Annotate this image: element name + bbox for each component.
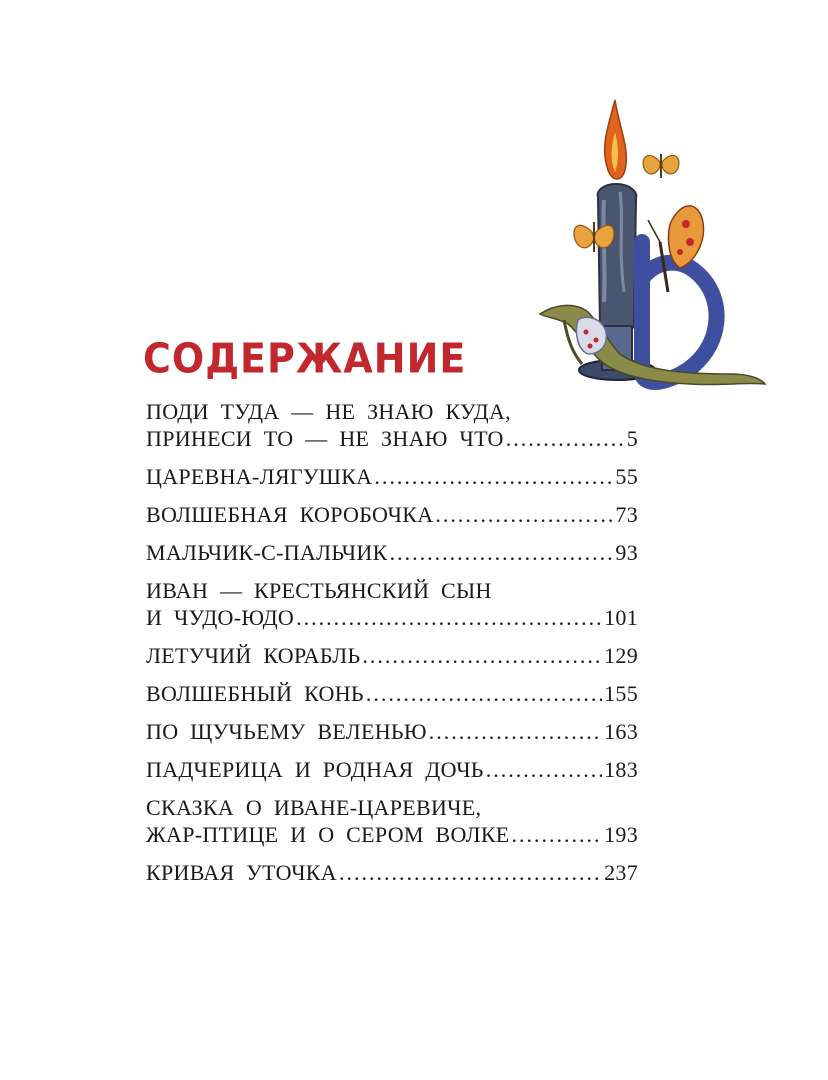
- dot-leader: [486, 756, 602, 783]
- toc-entry-title-line: МАЛЬЧИК-С-ПАЛЬЧИК: [146, 540, 388, 565]
- dot-leader: [506, 425, 625, 452]
- toc-entry-title-line: ИВАН — КРЕСТЬЯНСКИЙ СЫН: [146, 578, 492, 603]
- toc-entry[interactable]: [146, 398, 638, 452]
- toc-list: [146, 398, 638, 897]
- toc-page-number: 55: [615, 464, 638, 489]
- toc-entry-row: [146, 604, 638, 631]
- toc-entry-row: [146, 756, 638, 783]
- dot-leader: [390, 539, 614, 566]
- toc-entry[interactable]: [146, 501, 638, 528]
- toc-entry-title-line: ЖАР-ПТИЦЕ И О СЕРОМ ВОЛКЕ: [146, 822, 510, 847]
- toc-entry-title-line: ВОЛШЕБНЫЙ КОНЬ: [146, 681, 364, 706]
- toc-entry[interactable]: [146, 756, 638, 783]
- toc-entry-title-line: ПО ЩУЧЬЕМУ ВЕЛЕНЬЮ: [146, 719, 427, 744]
- toc-entry-row: [146, 642, 638, 669]
- toc-page-number: 183: [604, 757, 638, 782]
- toc-entry-title-line: ПРИНЕСИ ТО — НЕ ЗНАЮ ЧТО: [146, 426, 504, 451]
- toc-entry-title-line: ПОДИ ТУДА — НЕ ЗНАЮ КУДА,: [146, 399, 511, 424]
- toc-entry-row: [146, 718, 638, 745]
- toc-entry[interactable]: [146, 859, 638, 886]
- dot-leader: [374, 463, 613, 490]
- dot-leader: [296, 604, 602, 631]
- toc-entry-title-line: ПАДЧЕРИЦА И РОДНАЯ ДОЧЬ: [146, 757, 484, 782]
- toc-entry-row: [146, 539, 638, 566]
- toc-entry[interactable]: [146, 577, 638, 631]
- toc-page-number: 155: [604, 681, 638, 706]
- dot-leader: [362, 642, 602, 669]
- page-title: СОДЕРЖАНИЕ: [143, 334, 467, 383]
- toc-page-number: 193: [604, 822, 638, 847]
- decorative-letter-d-icon: [520, 92, 770, 392]
- butterfly-icon: [643, 154, 679, 178]
- toc-entry[interactable]: [146, 539, 638, 566]
- toc-entry[interactable]: [146, 642, 638, 669]
- toc-entry[interactable]: [146, 794, 638, 848]
- toc-page-number: 101: [604, 605, 638, 630]
- toc-entry-row: [146, 501, 638, 528]
- toc-entry-row: [146, 859, 638, 886]
- toc-entry-row: [146, 680, 638, 707]
- toc-entry[interactable]: [146, 680, 638, 707]
- toc-entry[interactable]: [146, 718, 638, 745]
- dot-leader: [366, 680, 602, 707]
- toc-entry-title-line: ВОЛШЕБНАЯ КОРОБОЧКА: [146, 502, 434, 527]
- toc-page-number: 73: [615, 502, 638, 527]
- toc-entry-title-line: КРИВАЯ УТОЧКА: [146, 860, 337, 885]
- lizard-icon: [540, 305, 765, 384]
- toc-entry-title-line: ЛЕТУЧИЙ КОРАБЛЬ: [146, 643, 361, 668]
- dot-leader: [512, 821, 603, 848]
- toc-entry-row: [146, 821, 638, 848]
- toc-page-number: 93: [615, 540, 638, 565]
- toc-page-number: 5: [626, 426, 638, 451]
- dot-leader: [429, 718, 602, 745]
- toc-entry-row: [146, 463, 638, 490]
- toc-entry[interactable]: [146, 463, 638, 490]
- toc-entry-row: [146, 425, 638, 452]
- dot-leader: [435, 501, 613, 528]
- toc-page-number: 163: [604, 719, 638, 744]
- dot-leader: [339, 859, 602, 886]
- toc-entry-title-line: ЦАРЕВНА-ЛЯГУШКА: [146, 464, 373, 489]
- toc-page-number: 237: [604, 860, 638, 885]
- toc-page-number: 129: [604, 643, 638, 668]
- toc-entry-title-line: СКАЗКА О ИВАНЕ-ЦАРЕВИЧЕ,: [146, 795, 482, 820]
- toc-entry-title-line: И ЧУДО-ЮДО: [146, 605, 295, 630]
